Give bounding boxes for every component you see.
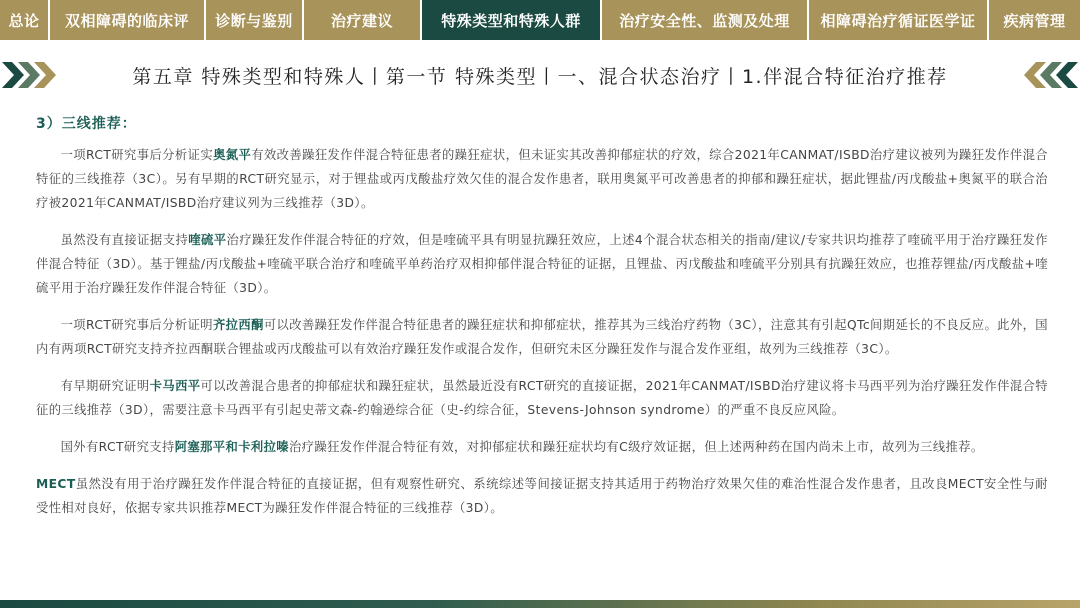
drug-name-highlight: 喹硫平	[188, 233, 227, 247]
paragraph-text: 可以改善躁狂发作伴混合特征患者的躁狂症状和抑郁症状，推荐其为三线治疗药物（3C），注意其有引起QTc间期延长的不良反应。此外，国内有两项RCT研究支持齐拉西酮联合锂盐或丙戊酸盐可以有效治疗躁狂发作或混合发作，但研究未区分躁狂发作与混合发作亚组，故列为三线推荐（3C）。	[36, 318, 1048, 356]
paragraph-text: 一项RCT研究事后分析证实	[60, 148, 214, 162]
paragraph-ziprasidone	[36, 313, 1048, 361]
tab-7[interactable]: 相障碍治疗循证医学证	[809, 0, 989, 40]
paragraph-text: 一项RCT研究事后分析证明	[60, 318, 213, 332]
drug-name-highlight: 齐拉西酮	[212, 318, 264, 332]
tab-5[interactable]: 特殊类型和特殊人群	[422, 0, 602, 40]
chevron-right-decoration-icon	[1014, 62, 1078, 88]
drug-name-highlight: MECT	[36, 477, 76, 491]
paragraph-carbamazepine	[36, 374, 1048, 422]
paragraph-text: 国外有RCT研究支持	[60, 440, 175, 454]
paragraph-text: 治疗躁狂发作伴混合特征的疗效，但是喹硫平具有明显抗躁狂效应，上述4个混合状态相关的指南/建议/专家共识均推荐了喹硫平用于治疗躁狂发作伴混合特征（3D）。基于锂盐/丙戊酸盐+喹硫平联合治疗和喹硫平单药治疗双相抑郁伴混合特征的证据，且锂盐、丙戊酸盐和喹硫平分别具有抗躁狂效应，也推荐锂盐/丙戊酸盐+喹硫平用于治疗躁狂发作伴混合特征（3D）。	[36, 233, 1048, 295]
chapter-title: 第五章 特殊类型和特殊人丨第一节 特殊类型丨一、混合状态治疗丨1.伴混合特征治疗推荐	[132, 65, 948, 88]
paragraph-olanzapine	[36, 143, 1048, 215]
paragraph-text: 有早期研究证明	[60, 379, 150, 393]
drug-name-highlight: 阿塞那平和卡利拉嗪	[174, 440, 289, 454]
paragraph-text: 治疗躁狂发作伴混合特征有效，对抑郁症状和躁狂症状均有C级疗效证据，但上述两种药在国内尚未上市，故列为三线推荐。	[288, 440, 984, 454]
top-tab-bar	[0, 0, 1080, 40]
content-body	[36, 143, 1048, 533]
tab-6[interactable]: 治疗安全性、监测及处理	[602, 0, 809, 40]
paragraph-text: 虽然没有直接证据支持	[60, 233, 189, 247]
paragraph-text: 可以改善混合患者的抑郁症状和躁狂症状，虽然最近没有RCT研究的直接证据，2021年CANMAT/ISBD治疗建议将卡马西平列为治疗躁狂发作伴混合特征的三线推荐（3D），需要注意卡马西平有引起史蒂文森-约翰逊综合征（史-约综合征，Stevens-Johnson syndrome）的严重不良反应风险。	[36, 379, 1048, 417]
drug-name-highlight: 奥氮平	[213, 148, 252, 162]
paragraph-mect	[36, 472, 1048, 520]
chevron-left-decoration-icon	[2, 62, 66, 88]
tab-3[interactable]: 诊断与鉴别	[206, 0, 304, 40]
tab-4[interactable]: 治疗建议	[304, 0, 422, 40]
chapter-title-bar	[0, 58, 1080, 92]
bottom-decorative-bar	[0, 600, 1080, 608]
tab-8[interactable]: 疾病管理	[989, 0, 1080, 40]
tab-1[interactable]: 总论	[0, 0, 50, 40]
paragraph-asenapine-cariprazine	[36, 435, 1048, 459]
paragraph-text: 有效改善躁狂发作伴混合特征患者的躁狂症状，但未证实其改善抑郁症状的疗效，综合2021年CANMAT/ISBD治疗建议被列为躁狂发作伴混合特征的三线推荐（3C）。另有早期的RCT研究显示，对于锂盐或丙戊酸盐疗效欠佳的混合发作患者，联用奥氮平可改善患者的抑郁和躁狂症状，据此锂盐/丙戊酸盐+奥氮平的联合治疗被2021年CANMAT/ISBD治疗建议列为三线推荐（3D）。	[36, 148, 1048, 210]
paragraph-quetiapine	[36, 228, 1048, 300]
paragraph-text: 虽然没有用于治疗躁狂发作伴混合特征的直接证据，但有观察性研究、系统综述等间接证据支持其适用于药物治疗效果欠佳的难治性混合发作患者，且改良MECT安全性与耐受性相对良好，依据专家共识推荐MECT为躁狂发作伴混合特征的三线推荐（3D）。	[36, 477, 1048, 515]
drug-name-highlight: 卡马西平	[149, 379, 201, 393]
section-heading: 3）三线推荐：	[36, 116, 137, 132]
tab-2[interactable]: 双相障碍的临床评	[50, 0, 206, 40]
